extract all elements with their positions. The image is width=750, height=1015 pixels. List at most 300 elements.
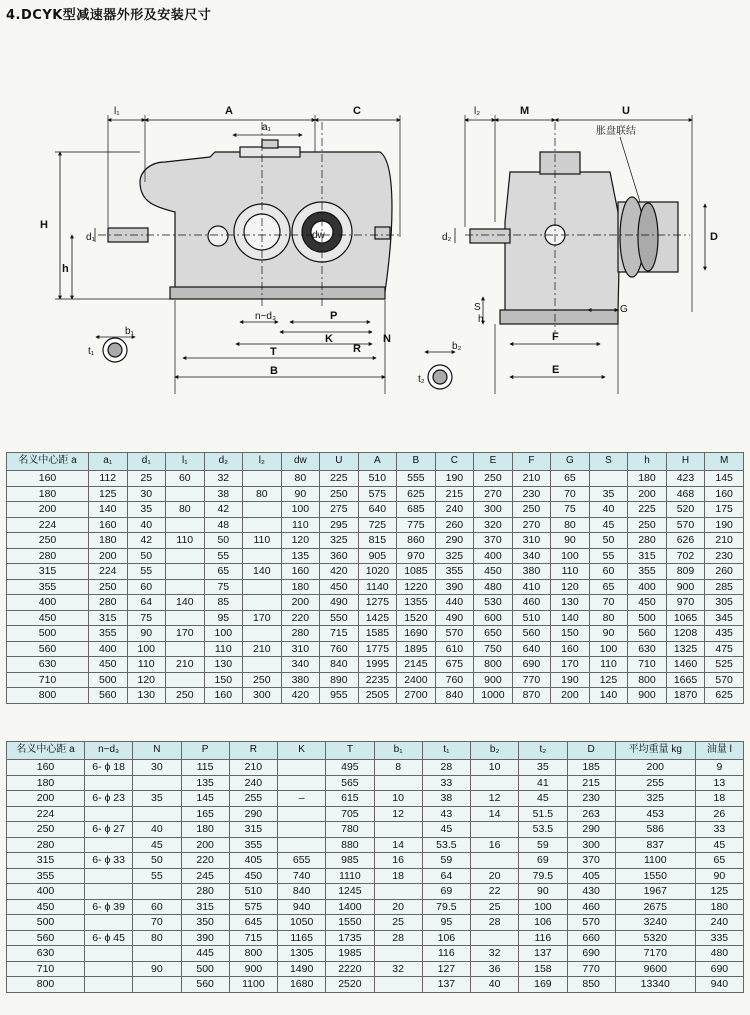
table-cell: 270 — [512, 517, 551, 533]
table-row — [7, 868, 744, 884]
table-row — [7, 760, 744, 776]
table-cell: 280 — [628, 533, 667, 549]
table-row — [7, 641, 744, 657]
table-row — [7, 961, 744, 977]
column-header: 名义中心距 a — [7, 453, 89, 471]
table-cell: 26 — [695, 806, 743, 822]
table-cell — [374, 822, 422, 838]
table-cell: 1690 — [397, 626, 436, 642]
table-cell: 2505 — [358, 688, 397, 704]
table-cell: 45 — [422, 822, 470, 838]
table-cell — [85, 884, 133, 900]
table-row — [7, 626, 744, 642]
table-cell: 190 — [551, 672, 590, 688]
table-cell: 575 — [229, 899, 277, 915]
dim-h-label: h — [62, 263, 69, 275]
table-cell: 160 — [705, 486, 744, 502]
table-cell: 450 — [7, 610, 89, 626]
column-header: 油量 l — [695, 742, 743, 760]
table-cell: 490 — [320, 595, 359, 611]
table-cell: 355 — [89, 626, 128, 642]
dim-S-label: S — [474, 302, 481, 313]
column-header: R — [229, 742, 277, 760]
table-cell: 240 — [435, 502, 474, 518]
table-cell — [243, 517, 282, 533]
table-row — [7, 775, 744, 791]
table-cell: 200 — [615, 760, 695, 776]
table-row — [7, 657, 744, 673]
table-cell: 840 — [278, 884, 326, 900]
dimension-table-2 — [6, 741, 744, 993]
table-cell: 110 — [589, 657, 628, 673]
table-cell: 45 — [519, 791, 567, 807]
table-cell: 64 — [127, 595, 166, 611]
table-cell: 435 — [705, 626, 744, 642]
table-cell: 180 — [7, 486, 89, 502]
table-cell: 224 — [7, 806, 85, 822]
table-cell: 112 — [89, 471, 128, 487]
table-cell: 750 — [474, 641, 513, 657]
table-cell: 880 — [326, 837, 374, 853]
table-cell: 460 — [567, 899, 615, 915]
table-cell: 224 — [89, 564, 128, 580]
dim-C-label: C — [353, 105, 361, 117]
table-cell: 840 — [320, 657, 359, 673]
table-cell: 770 — [512, 672, 551, 688]
table-cell: 79.5 — [519, 868, 567, 884]
table-cell — [243, 657, 282, 673]
table-row — [7, 502, 744, 518]
table-cell: 16 — [374, 853, 422, 869]
table-cell: 450 — [474, 564, 513, 580]
table-cell — [589, 471, 628, 487]
table-cell: 423 — [666, 471, 705, 487]
table-cell: 33 — [422, 775, 470, 791]
table-cell: 1100 — [229, 977, 277, 993]
table-cell: 55 — [204, 548, 243, 564]
table-row — [7, 610, 744, 626]
table-cell: 400 — [7, 595, 89, 611]
table-cell: 1490 — [278, 961, 326, 977]
table-cell: 60 — [133, 899, 181, 915]
table-header-row — [7, 742, 744, 760]
table-cell: 290 — [435, 533, 474, 549]
table-cell: 215 — [567, 775, 615, 791]
column-header: E — [474, 453, 513, 471]
table-cell: 300 — [474, 502, 513, 518]
table-cell: 60 — [127, 579, 166, 595]
table-cell: 137 — [519, 946, 567, 962]
table-cell: 48 — [204, 517, 243, 533]
table-cell: 36 — [471, 961, 519, 977]
table-cell: 1400 — [326, 899, 374, 915]
table-cell: 970 — [397, 548, 436, 564]
table-cell: 280 — [7, 837, 85, 853]
table-cell: 560 — [89, 688, 128, 704]
table-cell: 570 — [567, 915, 615, 931]
table-cell: 170 — [243, 610, 282, 626]
column-header: d₁ — [127, 453, 166, 471]
table-cell: 125 — [695, 884, 743, 900]
table-cell: 42 — [127, 533, 166, 549]
table-cell: 20 — [471, 868, 519, 884]
table-cell: 600 — [474, 610, 513, 626]
table-cell — [243, 626, 282, 642]
column-header: 名义中心距 a — [7, 742, 85, 760]
table-cell — [85, 806, 133, 822]
table-cell: 65 — [204, 564, 243, 580]
table-cell: 800 — [7, 977, 85, 993]
table-cell: 95 — [204, 610, 243, 626]
table-row — [7, 806, 744, 822]
table-cell: 760 — [435, 672, 474, 688]
dim-M-label: M — [520, 105, 530, 117]
table-cell: 110 — [243, 533, 282, 549]
table-cell: 130 — [551, 595, 590, 611]
table-row — [7, 688, 744, 704]
table-cell: 80 — [166, 502, 205, 518]
table-cell — [85, 837, 133, 853]
column-header: B — [397, 453, 436, 471]
table-cell: 702 — [666, 548, 705, 564]
table-cell: 870 — [512, 688, 551, 704]
table-cell: 6- ϕ 18 — [85, 760, 133, 776]
table-cell: 675 — [435, 657, 474, 673]
table-cell: 2700 — [397, 688, 436, 704]
table-cell: 55 — [127, 564, 166, 580]
table-cell: 35 — [519, 760, 567, 776]
table-cell: 9600 — [615, 961, 695, 977]
table-cell: 490 — [435, 610, 474, 626]
table-cell: 2675 — [615, 899, 695, 915]
table-cell: 250 — [628, 517, 667, 533]
table-cell: 1275 — [358, 595, 397, 611]
table-cell: 3240 — [615, 915, 695, 931]
table-cell: 315 — [181, 899, 229, 915]
table-cell: 160 — [281, 564, 320, 580]
table-cell — [278, 775, 326, 791]
dim-E-label: E — [552, 364, 560, 376]
table-cell: 200 — [628, 486, 667, 502]
table-cell: 45 — [695, 837, 743, 853]
table-cell: 510 — [512, 610, 551, 626]
table-cell: 453 — [615, 806, 695, 822]
table-cell: 630 — [7, 657, 89, 673]
table-cell: 250 — [320, 486, 359, 502]
table-cell: 390 — [435, 579, 474, 595]
table-cell: 555 — [397, 471, 436, 487]
table-cell: 450 — [7, 899, 85, 915]
table-cell: 1870 — [666, 688, 705, 704]
table-cell: 420 — [320, 564, 359, 580]
table-cell: 160 — [7, 471, 89, 487]
table-header-row — [7, 453, 744, 471]
table-cell: 180 — [7, 775, 85, 791]
table-cell: 270 — [474, 486, 513, 502]
table-cell: 180 — [695, 899, 743, 915]
table-cell: 405 — [229, 853, 277, 869]
table-row — [7, 899, 744, 915]
table-cell: 900 — [628, 688, 667, 704]
table-cell: 90 — [133, 961, 181, 977]
table-cell: 50 — [133, 853, 181, 869]
table-cell: 18 — [695, 791, 743, 807]
table-cell: 480 — [474, 579, 513, 595]
table-cell: 1775 — [358, 641, 397, 657]
table-cell: 240 — [695, 915, 743, 931]
table-cell — [85, 961, 133, 977]
table-cell: 315 — [628, 548, 667, 564]
table-cell: 32 — [204, 471, 243, 487]
table-cell: 380 — [281, 672, 320, 688]
table-cell: 64 — [422, 868, 470, 884]
table-cell: 210 — [229, 760, 277, 776]
table-cell: 560 — [7, 930, 85, 946]
table-cell: 740 — [278, 868, 326, 884]
table-cell: 50 — [589, 533, 628, 549]
table-cell: 110 — [127, 657, 166, 673]
table-cell: 410 — [512, 579, 551, 595]
table-cell: 33 — [695, 822, 743, 838]
table-cell: 180 — [628, 471, 667, 487]
table-cell: 500 — [628, 610, 667, 626]
table-cell: 35 — [589, 486, 628, 502]
table-cell: 18 — [374, 868, 422, 884]
table-cell: 1100 — [615, 853, 695, 869]
table-cell: 140 — [166, 595, 205, 611]
table-cell: 230 — [705, 548, 744, 564]
table-cell — [374, 884, 422, 900]
table-row — [7, 837, 744, 853]
table-cell: 690 — [695, 961, 743, 977]
column-header: F — [512, 453, 551, 471]
table-cell: 530 — [474, 595, 513, 611]
table-cell: 380 — [512, 564, 551, 580]
table-cell: 170 — [551, 657, 590, 673]
column-header: t₁ — [422, 742, 470, 760]
table-cell: 325 — [615, 791, 695, 807]
table-cell — [166, 641, 205, 657]
table-cell: 106 — [519, 915, 567, 931]
table-cell: 40 — [127, 517, 166, 533]
table-cell: 120 — [127, 672, 166, 688]
table-cell: 1550 — [615, 868, 695, 884]
dim-d2-label: d₂ — [442, 232, 452, 243]
table-cell: 715 — [320, 626, 359, 642]
table-cell: 1020 — [358, 564, 397, 580]
table-row — [7, 884, 744, 900]
table-cell: 225 — [628, 502, 667, 518]
table-cell: 940 — [695, 977, 743, 993]
table-cell: 116 — [422, 946, 470, 962]
table-row — [7, 471, 744, 487]
table-cell: 43 — [422, 806, 470, 822]
table-cell: 1208 — [666, 626, 705, 642]
table-cell — [471, 930, 519, 946]
column-header: D — [567, 742, 615, 760]
table-cell: 715 — [229, 930, 277, 946]
table-cell: 2400 — [397, 672, 436, 688]
table-cell — [243, 579, 282, 595]
table-cell: 355 — [628, 564, 667, 580]
table-cell: 2220 — [326, 961, 374, 977]
table-cell: 340 — [512, 548, 551, 564]
table-cell: 390 — [181, 930, 229, 946]
table-cell: 1140 — [358, 579, 397, 595]
table-cell: 200 — [89, 548, 128, 564]
table-cell: 355 — [7, 868, 85, 884]
table-cell: 625 — [705, 688, 744, 704]
table-cell: 145 — [181, 791, 229, 807]
dim-F-label: F — [552, 331, 559, 343]
table-cell: 14 — [374, 837, 422, 853]
table-row — [7, 564, 744, 580]
table-cell: 130 — [127, 688, 166, 704]
table-cell: 800 — [474, 657, 513, 673]
dim-t1-label: t₁ — [88, 346, 95, 357]
table-cell: 220 — [281, 610, 320, 626]
column-header: H — [666, 453, 705, 471]
table-cell: 50 — [204, 533, 243, 549]
table-cell: 1050 — [278, 915, 326, 931]
table-cell — [471, 822, 519, 838]
table-cell: 315 — [229, 822, 277, 838]
gearbox-drawing-svg — [0, 22, 750, 442]
dim-a1-label: a₁ — [262, 122, 271, 133]
table-cell: 355 — [435, 564, 474, 580]
table-cell: 400 — [89, 641, 128, 657]
table-cell: 610 — [435, 641, 474, 657]
column-header: a₁ — [89, 453, 128, 471]
table-cell: 40 — [589, 502, 628, 518]
table-cell: 80 — [281, 471, 320, 487]
table-cell: 440 — [435, 595, 474, 611]
table-cell: 460 — [512, 595, 551, 611]
table-cell: 16 — [471, 837, 519, 853]
table-cell: 130 — [204, 657, 243, 673]
column-header: N — [133, 742, 181, 760]
table-cell: 1585 — [358, 626, 397, 642]
table-cell: 770 — [567, 961, 615, 977]
table-cell: 315 — [7, 564, 89, 580]
column-header: U — [320, 453, 359, 471]
table-cell: 495 — [326, 760, 374, 776]
table-cell: 370 — [567, 853, 615, 869]
table-cell: 120 — [551, 579, 590, 595]
table-cell: 1065 — [666, 610, 705, 626]
table-cell — [166, 579, 205, 595]
table-cell: 12 — [374, 806, 422, 822]
table-cell: 550 — [320, 610, 359, 626]
table-cell: 140 — [589, 688, 628, 704]
table-cell: 125 — [89, 486, 128, 502]
table-cell: 290 — [229, 806, 277, 822]
table-cell: 760 — [320, 641, 359, 657]
dim-K-label: K — [325, 333, 333, 345]
table-cell: 158 — [519, 961, 567, 977]
table-cell: 120 — [281, 533, 320, 549]
column-header: n−d₃ — [85, 742, 133, 760]
table-cell: 255 — [615, 775, 695, 791]
table-cell: 140 — [89, 502, 128, 518]
table-cell: 28 — [422, 760, 470, 776]
table-cell: 55 — [133, 868, 181, 884]
table-cell: 22 — [471, 884, 519, 900]
table-cell: 125 — [589, 672, 628, 688]
table-cell: 900 — [474, 672, 513, 688]
table-cell: 250 — [166, 688, 205, 704]
table-cell: 560 — [628, 626, 667, 642]
table-cell: 290 — [567, 822, 615, 838]
table-cell: 60 — [166, 471, 205, 487]
table-cell: 355 — [229, 837, 277, 853]
table-cell: 80 — [551, 517, 590, 533]
table-cell: 25 — [471, 899, 519, 915]
table-cell: 59 — [519, 837, 567, 853]
table-cell: 650 — [474, 626, 513, 642]
table-cell: 230 — [567, 791, 615, 807]
table-cell: 32 — [471, 946, 519, 962]
table-cell: 280 — [89, 595, 128, 611]
table-cell: 1305 — [278, 946, 326, 962]
table-cell: 710 — [7, 672, 89, 688]
dim-H-label: H — [40, 219, 48, 231]
dim-n-d3-label: n−d₃ — [255, 311, 277, 322]
table-cell: 110 — [551, 564, 590, 580]
table-row — [7, 579, 744, 595]
dim-b1-label: b₁ — [125, 326, 134, 337]
table-cell: 1460 — [666, 657, 705, 673]
table-cell: 985 — [326, 853, 374, 869]
table-row — [7, 548, 744, 564]
table-row — [7, 517, 744, 533]
table-cell — [166, 486, 205, 502]
table-cell: 90 — [551, 533, 590, 549]
table-cell: 38 — [422, 791, 470, 807]
column-header: M — [705, 453, 744, 471]
table-cell: 250 — [243, 672, 282, 688]
table-cell: 10 — [374, 791, 422, 807]
table-cell: 468 — [666, 486, 705, 502]
table-cell: 190 — [435, 471, 474, 487]
dim-A-label: A — [225, 105, 233, 117]
table-cell: 160 — [204, 688, 243, 704]
table-cell: 245 — [181, 868, 229, 884]
side-view — [425, 115, 705, 394]
table-row — [7, 915, 744, 931]
table-cell: 210 — [512, 471, 551, 487]
table-cell: 180 — [281, 579, 320, 595]
column-header: T — [326, 742, 374, 760]
table-cell: 560 — [7, 641, 89, 657]
table-cell: 210 — [705, 533, 744, 549]
table-cell: 655 — [278, 853, 326, 869]
table-cell: 6- ϕ 27 — [85, 822, 133, 838]
column-header: d₂ — [204, 453, 243, 471]
table-cell: 28 — [374, 930, 422, 946]
table-cell: 51.5 — [519, 806, 567, 822]
table-cell: 560 — [512, 626, 551, 642]
table-cell — [85, 977, 133, 993]
table-cell: 170 — [166, 626, 205, 642]
table-cell: 100 — [204, 626, 243, 642]
table-cell: 14 — [471, 806, 519, 822]
table-cell: 169 — [519, 977, 567, 993]
table-cell: 250 — [474, 471, 513, 487]
table-cell: 1665 — [666, 672, 705, 688]
dim-b2-label: b₂ — [452, 341, 462, 352]
table-cell: 165 — [181, 806, 229, 822]
